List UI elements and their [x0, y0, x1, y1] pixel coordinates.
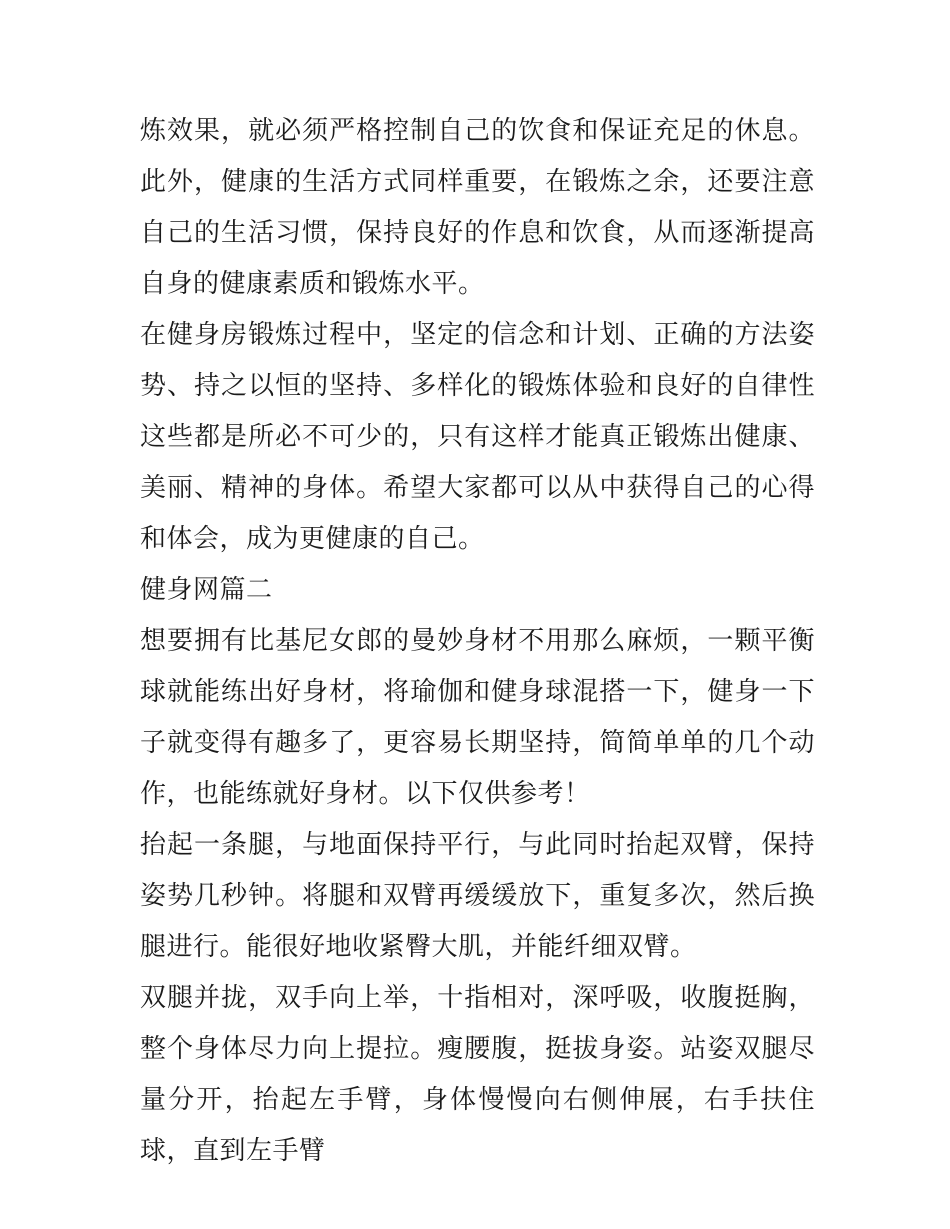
paragraph: 在健身房锻炼过程中，坚定的信念和计划、正确的方法姿势、持之以恒的坚持、多样化的锻炼体验和良好的自律性这些都是所必不可少的，只有这样才能真正锻炼出健康、美丽、精神的身体。希望大家都可以从中获得自己的心得和体会，成为更健康的自己。	[140, 320, 815, 554]
paragraph: 抬起一条腿，与地面保持平行，与此同时抬起双臂，保持姿势几秒钟。将腿和双臂再缓缓放下，重复多次，然后换腿进行。能很好地收紧臀大肌，并能纤细双臂。	[140, 830, 815, 962]
paragraph: 炼效果，就必须严格控制自己的饮食和保证充足的休息。此外，健康的生活方式同样重要，在锻炼之余，还要注意自己的生活习惯，保持良好的作息和饮食，从而逐渐提高自身的健康素质和锻炼水平。	[140, 116, 815, 299]
section-heading: 健身网篇二	[140, 575, 273, 605]
paragraph: 想要拥有比基尼女郎的曼妙身材不用那么麻烦，一颗平衡球就能练出好身材，将瑜伽和健身球混搭一下，健身一下子就变得有趣多了，更容易长期坚持，简简单单的几个动作，也能练就好身材。以下仅供参考！	[140, 626, 815, 809]
document-body	[140, 106, 815, 1177]
paragraph: 双腿并拢，双手向上举，十指相对，深呼吸，收腹挺胸，整个身体尽力向上提拉。瘦腰腹，挺拔身姿。站姿双腿尽量分开，抬起左手臂，身体慢慢向右侧伸展，右手扶住球，直到左手臂	[140, 983, 815, 1166]
